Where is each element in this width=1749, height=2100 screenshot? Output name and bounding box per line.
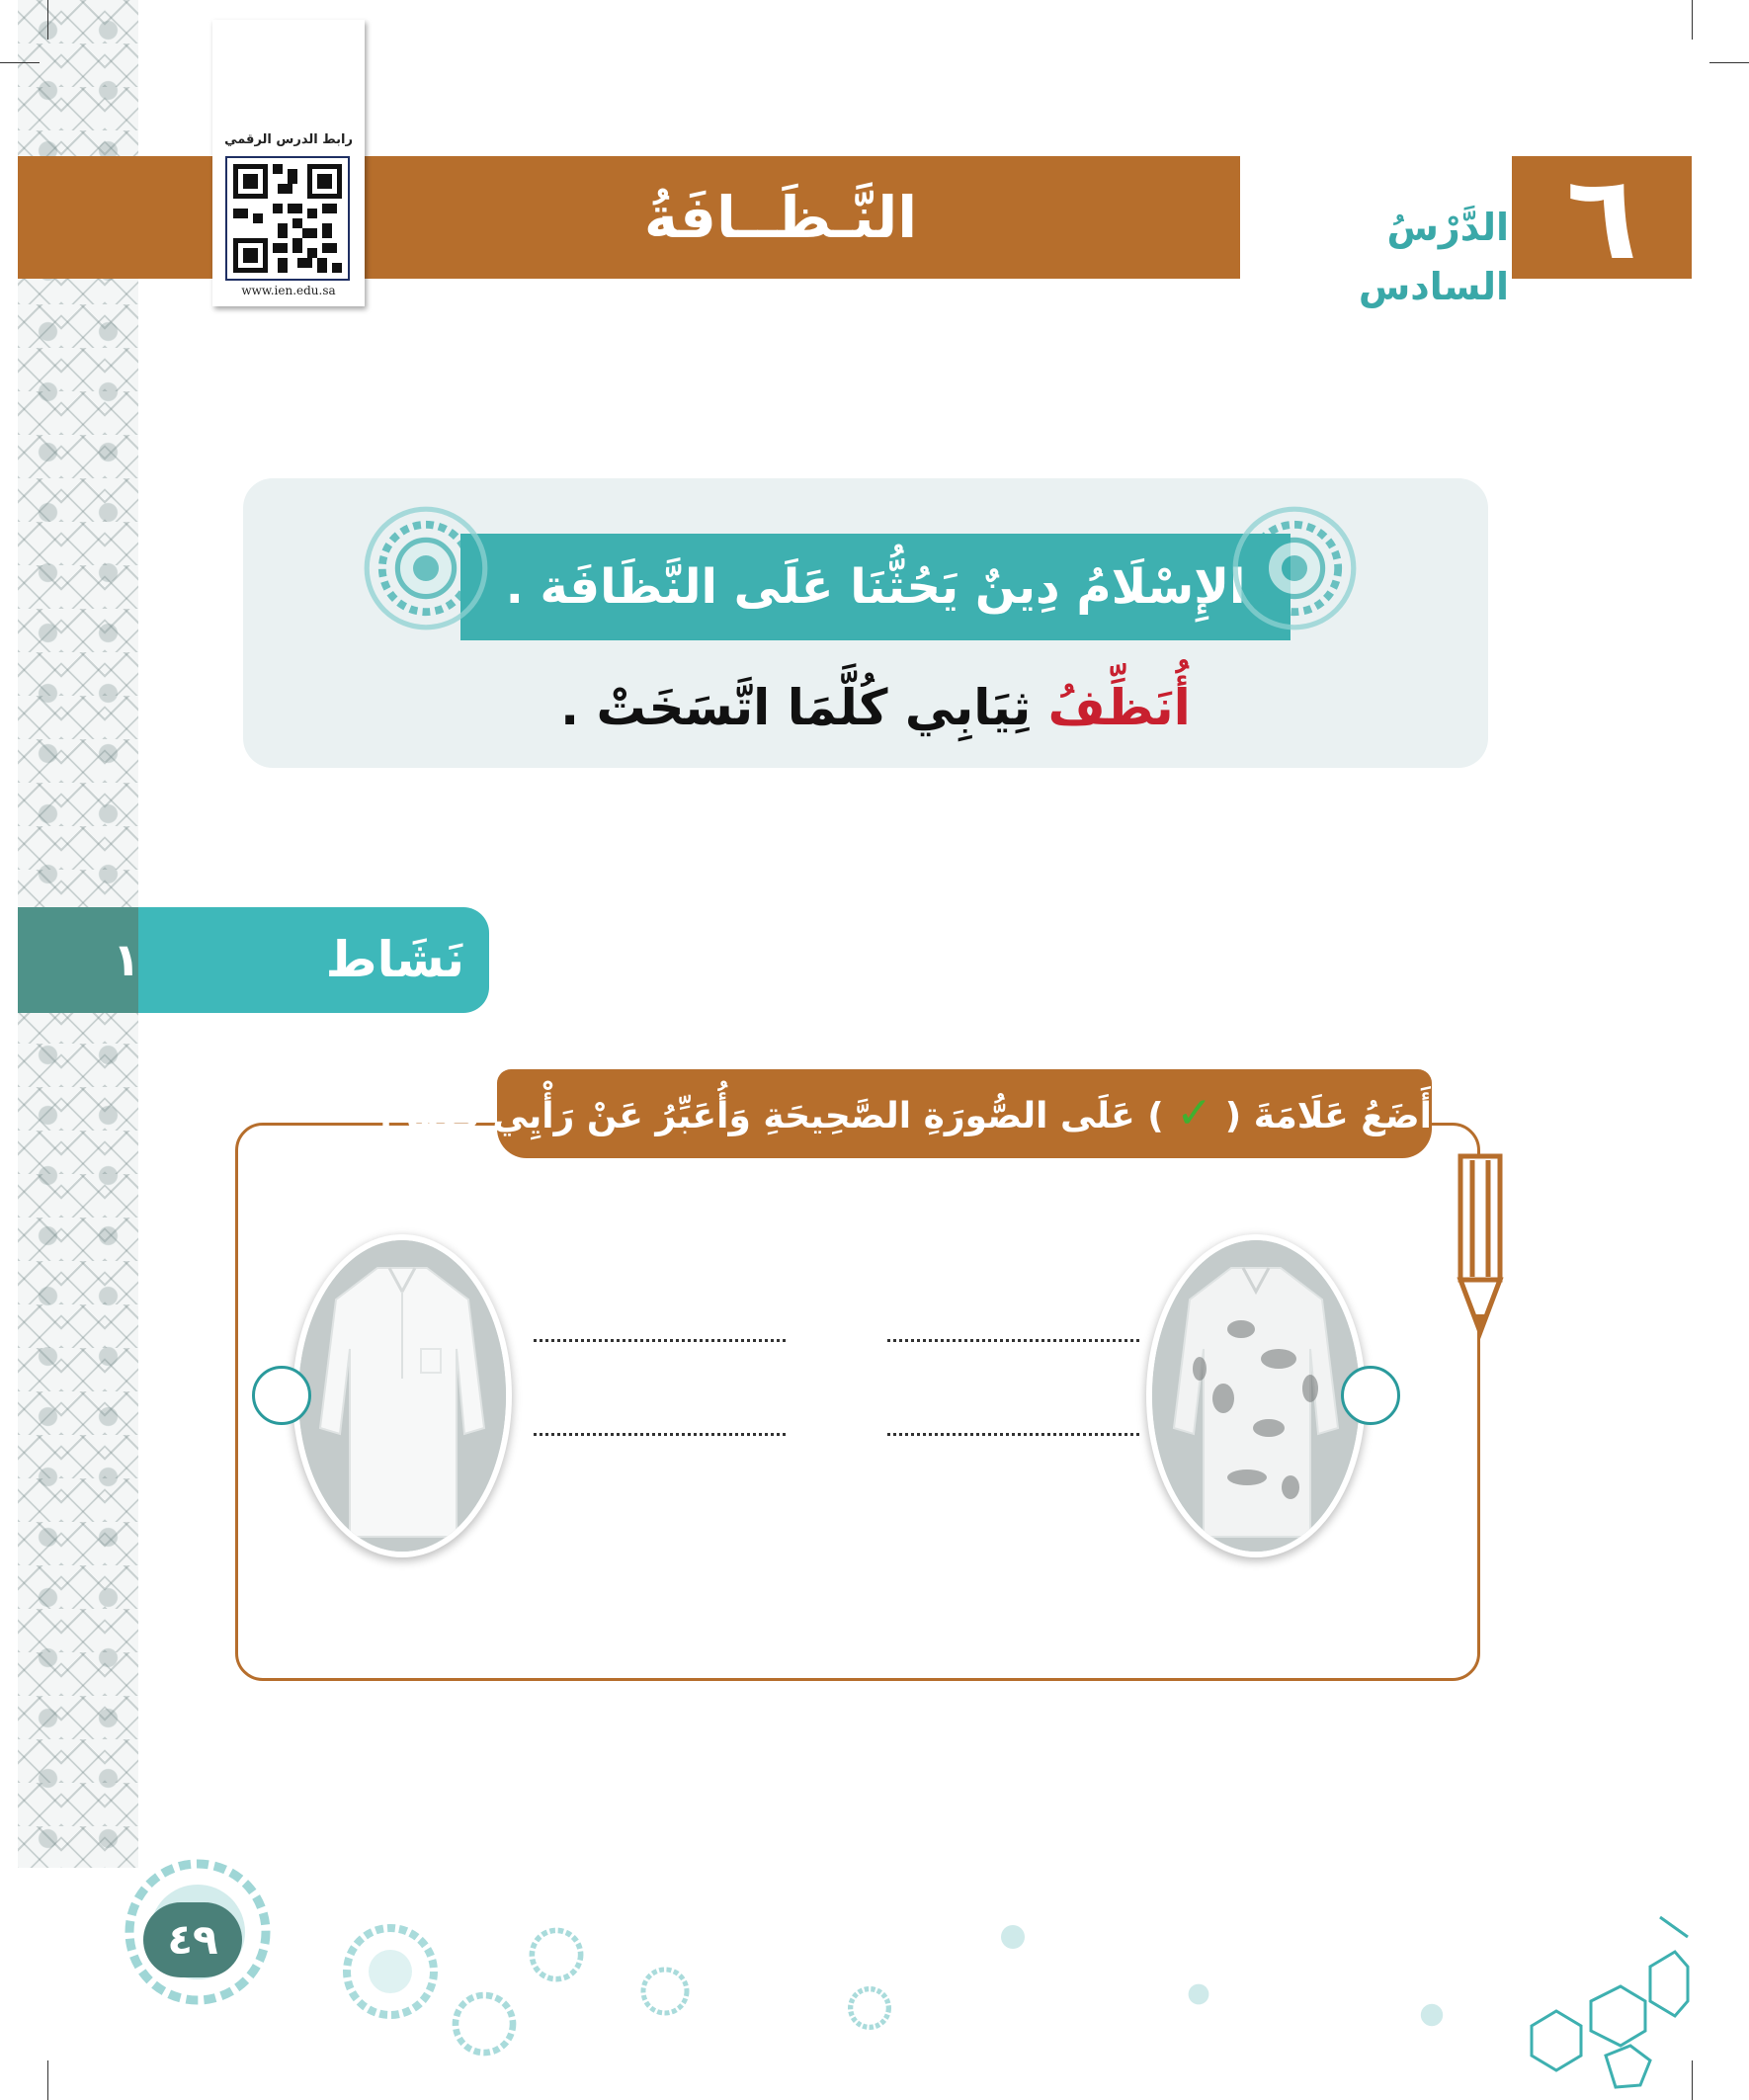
value-statement: الإِسْلَامُ دِينٌ يَحُثُّنَا عَلَى النَّظَافَة . (505, 559, 1246, 615)
lesson-title: النَّـظَــافَةُ (643, 184, 918, 251)
footer-rosette-icon (452, 1991, 517, 2057)
footer-rosette-icon (1418, 2001, 1446, 2029)
value-sentence (460, 668, 1291, 747)
page-number: ٤٩ (167, 1915, 218, 1964)
answer-line[interactable] (887, 1433, 1139, 1436)
footer-rosette-icon (341, 1922, 440, 2021)
footer-rosette-icon (640, 1967, 690, 2016)
value-sentence-rest: ثِيَابِي كُلَّمَا اتَّسَخَتْ . (560, 679, 1032, 736)
crop-mark (1709, 62, 1749, 63)
pencil-icon (1453, 1146, 1508, 1344)
qr-url[interactable]: www.ien.edu.sa (241, 284, 336, 297)
qr-caption: رابط الدرس الرقمي (224, 132, 353, 147)
check-circle-right[interactable] (1341, 1366, 1400, 1425)
answer-line[interactable] (534, 1339, 786, 1342)
footer-rosette-icon (1186, 1981, 1211, 2007)
value-sentence-highlight: أُنَظِّفُ (1047, 679, 1191, 736)
rosette-left-icon (362, 504, 490, 632)
footer-rosette-icon (848, 1986, 891, 2030)
lesson-number: ٦ (1565, 149, 1638, 286)
crop-mark (1692, 0, 1693, 40)
dirty-thobe-graphic (1152, 1240, 1360, 1552)
instruction-part-2: ) عَلَى الصُّورَةِ الصَّحِيحَةِ وَأُعَبِّرُ عَنْ رَأْيِي فِيهَا : (378, 1096, 1164, 1136)
qr-code-graphic (233, 164, 342, 273)
footer-rosette-icon (998, 1922, 1028, 1952)
answer-line[interactable] (534, 1433, 786, 1436)
instruction-part-1: أَضَعُ عَلَامَةَ ( (1224, 1096, 1432, 1136)
instruction-text (378, 1069, 1432, 1158)
crop-mark (47, 0, 48, 40)
activity-number: ١ (112, 933, 141, 986)
clean-thobe-image (298, 1240, 506, 1552)
check-circle-left[interactable] (252, 1366, 311, 1425)
lesson-label: الدَّرْسُ السادس (1358, 206, 1509, 308)
crop-mark (1692, 2060, 1693, 2100)
activity-label: نَشَاط (325, 931, 464, 988)
answer-line[interactable] (887, 1339, 1139, 1342)
check-mark-icon: ✓ (1176, 1088, 1213, 1138)
rosette-right-icon (1230, 504, 1359, 632)
clean-thobe-graphic (298, 1240, 506, 1552)
footer-rosette-icon (529, 1927, 584, 1982)
qr-code-icon[interactable] (225, 156, 350, 281)
dirty-thobe-image (1152, 1240, 1360, 1552)
footer-geometric-icon (1512, 1907, 1690, 2090)
crop-mark (47, 2060, 48, 2100)
crop-mark (0, 62, 40, 63)
